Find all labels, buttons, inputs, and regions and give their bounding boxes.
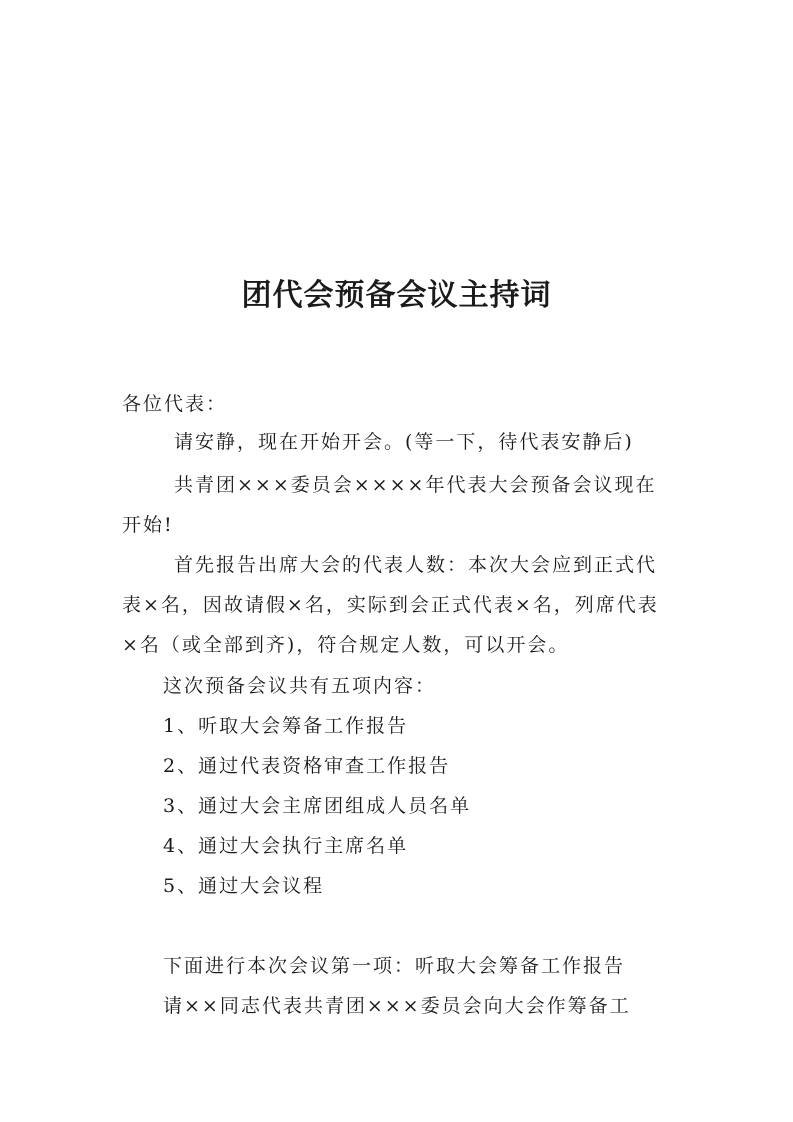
agenda-intro: 这次预备会议共有五项内容： <box>163 675 437 697</box>
agenda-item: 2、通过代表资格审查工作报告 <box>163 755 451 777</box>
salutation: 各位代表： <box>122 393 228 415</box>
paragraph-meeting-start: 共青团×××委员会××××年代表大会预备会议现在开始! <box>122 474 657 536</box>
agenda-item: 4、通过大会执行主席名单 <box>163 835 409 857</box>
agenda-item: 1、听取大会筹备工作报告 <box>163 715 409 737</box>
agenda-item: 5、通过大会议程 <box>163 875 325 897</box>
document-title: 团代会预备会议主持词 <box>241 278 552 313</box>
next-agenda-item: 下面进行本次会议第一项：听取大会筹备工作报告 <box>163 955 626 977</box>
preparation-report-line: 请××同志代表共青团×××委员会向大会作筹备工 <box>163 995 631 1017</box>
paragraph-attendance-report: 首先报告出席大会的代表人数：本次大会应到正式代表×名，因故请假×名，实际到会正式代表×名，列席代表×名（或全部到齐)，符合规定人数，可以开会。 <box>122 554 659 656</box>
agenda-item: 3、通过大会主席团组成人员名单 <box>163 795 472 817</box>
paragraph-quiet-please: 请安静，现在开始开会。(等一下，待代表安静后) <box>174 431 634 453</box>
